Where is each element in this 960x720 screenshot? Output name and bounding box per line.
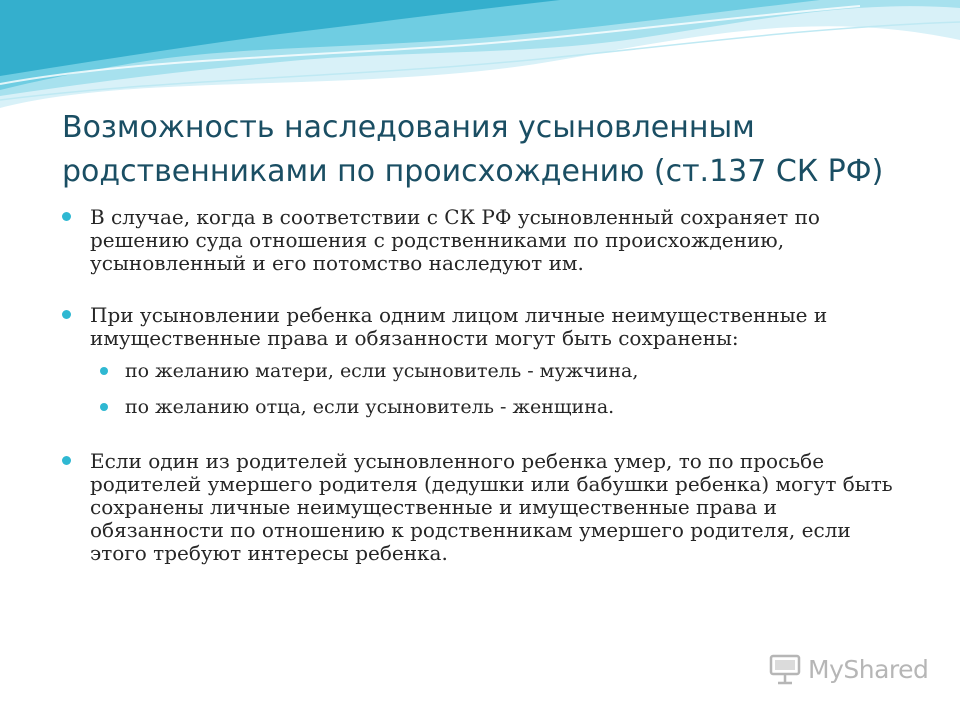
bullet-text: Если один из родителей усыновленного ребенка умер, то по просьбе родителей умершего родителя (дедушки или бабушки ребенка) могут быть сохранены личные неимущественные и имущественные права и обязанности по отношению к родственникам умершего родителя, если этого требуют интересы ребенка. <box>90 449 893 565</box>
sub-bullet-text: по желанию отца, если усыновитель - женщина. <box>125 396 615 418</box>
bullet-text: В случае, когда в соответствии с СК РФ усыновленный сохраняет по решению суда отношения с родственниками по происхождению, усыновленный и его потомство наследуют им. <box>90 205 820 275</box>
watermark-text: MyShared <box>808 654 929 684</box>
sub-bullet-item <box>60 396 900 419</box>
bullet-dot-icon <box>62 310 71 319</box>
bullet-dot-icon <box>62 212 71 221</box>
wave-header-decoration <box>0 0 960 120</box>
bullet-item <box>60 206 900 275</box>
slide-title: Возможность наследования усыновленным родственниками по происхождению (ст.137 СК РФ) <box>62 110 884 189</box>
bullet-item <box>60 304 900 350</box>
watermark <box>768 652 928 686</box>
sub-bullet-dot-icon <box>100 367 108 375</box>
sub-bullet-dot-icon <box>100 403 108 411</box>
sub-bullet-item <box>60 360 900 383</box>
bullet-text: При усыновлении ребенка одним лицом личные неимущественные и имущественные права и обязанности могут быть сохранены: <box>90 303 828 350</box>
bullet-item <box>60 450 900 565</box>
bullet-dot-icon <box>62 456 71 465</box>
slide-body <box>60 206 900 565</box>
presentation-board-icon <box>768 652 802 686</box>
sub-bullet-text: по желанию матери, если усыновитель - мужчина, <box>125 360 639 382</box>
